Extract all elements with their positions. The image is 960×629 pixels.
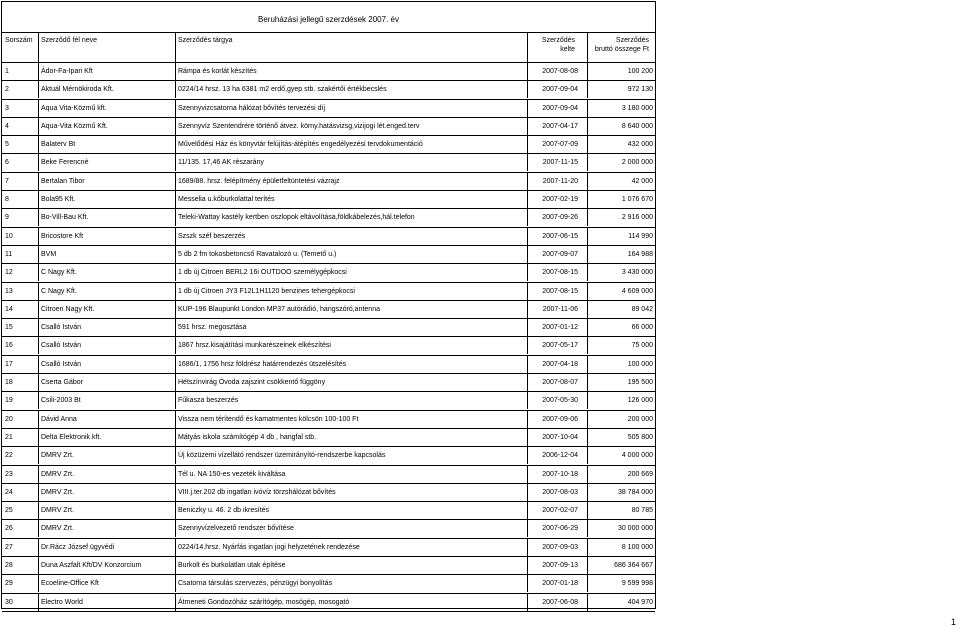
table-header [2, 32, 655, 63]
subject-cell: Új közüzemi vízellátó rendszer üzemirányító-rendszerbe kapcsolás [176, 447, 528, 464]
table-body [2, 63, 655, 612]
row-number-cell: 5 [2, 136, 39, 153]
subject-cell: Burkolt és burkolatlan utak építése [176, 557, 528, 574]
contract-date-cell: 2007-11-06 [528, 301, 588, 318]
subject-cell: 1 db új Citroen JY3 F12L1H1120 benzines tehergépkocsi [176, 283, 528, 300]
amount-cell: 505 800 [627, 433, 653, 441]
amount-cell: 80 785 [631, 507, 653, 515]
party-name-cell: Bola95 Kft. [39, 191, 176, 208]
party-name-cell: Beke Ferencné [39, 154, 176, 171]
party-name-cell: Citroen Nagy Kft. [39, 301, 176, 318]
row-number-cell: 26 [2, 520, 39, 537]
subject-cell: Csatorna társulás szervezés, pénzügyi bonyolítás [176, 575, 528, 592]
table-row [2, 118, 655, 136]
table-row [2, 447, 655, 465]
contract-date-cell: 2007-09-06 [528, 411, 588, 428]
party-name-cell: Csalló István [39, 356, 176, 373]
amount-cell: 2 916 000 [621, 214, 653, 222]
table-row [2, 209, 655, 227]
amount-cell: 3 180 000 [621, 104, 653, 112]
amount-cell: 972 130 [627, 86, 653, 94]
contract-date-cell: 2007-08-07 [528, 374, 588, 391]
table-row [2, 466, 655, 484]
contract-date-cell: 2007-02-07 [528, 502, 588, 519]
amount-cell: 66 000 [631, 324, 653, 332]
table-row [2, 356, 655, 374]
row-number-cell: 11 [2, 246, 39, 263]
row-number-cell: 1 [2, 63, 39, 80]
row-number-cell: 13 [2, 283, 39, 300]
header-party-name: Szerződő fél neve [39, 33, 176, 62]
party-name-cell: Bo-Vill-Bau Kft. [39, 209, 176, 226]
header-amount [588, 33, 655, 62]
row-number-cell: 30 [2, 594, 39, 611]
contract-date-cell: 2007-06-29 [528, 520, 588, 537]
subject-cell: KUP-196 Blaupunkt London MP37 autórádió, hangszóró,antenna [176, 301, 528, 318]
table-row [2, 539, 655, 557]
row-number-cell: 4 [2, 118, 39, 135]
party-name-cell: DMRV Zrt. [39, 484, 176, 501]
contract-date-cell: 2007-09-04 [528, 81, 588, 98]
row-number-cell: 14 [2, 301, 39, 318]
contract-date-cell: 2007-09-07 [528, 246, 588, 263]
table-row [2, 100, 655, 118]
row-number-cell: 9 [2, 209, 39, 226]
row-number-cell: 8 [2, 191, 39, 208]
contract-date-cell: 2007-05-30 [528, 392, 588, 409]
row-number-cell: 27 [2, 539, 39, 556]
party-name-cell: Csalló István [39, 319, 176, 336]
subject-cell: Művelődési Ház és könyvtár felújítás-átépítés engedélyezési tervdokumentáció [176, 136, 528, 153]
row-number-cell: 2 [2, 81, 39, 98]
row-number-cell: 22 [2, 447, 39, 464]
party-name-cell: C Nagy Kft. [39, 283, 176, 300]
party-name-cell: Bricostore Kft [39, 228, 176, 245]
subject-cell: Fűkasza beszerzés [176, 392, 528, 409]
subject-cell: 11/135. 17,46 AK részarány [176, 154, 528, 171]
subject-cell: Szennyvízelvezető rendszer bővítése [176, 520, 528, 537]
subject-cell: 1 db új Citroen BERL2 16i OUTDOO személygépkocsi [176, 264, 528, 281]
subject-cell: 1689/88. hrsz. felépítmény épületfeltüntetési vázrajz [176, 173, 528, 190]
subject-cell: Szennyvíz Szentendrére történő átvez. körny.hatásvizsg,vizijogi lét.enged.terv [176, 118, 528, 135]
party-name-cell: Aktuál Mérnökiroda Kft. [39, 81, 176, 98]
contract-date-cell: 2007-10-18 [528, 466, 588, 483]
row-number-cell: 24 [2, 484, 39, 501]
subject-cell: Szszk széf beszerzés [176, 228, 528, 245]
amount-cell: 100 000 [627, 360, 653, 368]
table-row [2, 283, 655, 301]
table-row [2, 374, 655, 392]
table-row [2, 520, 655, 538]
party-name-cell: DMRV Zrt. [39, 502, 176, 519]
subject-cell: 0224/14 hrsz. 13 ha 6381 m2 erdő,gyep stb. szakértői értékbecslés [176, 81, 528, 98]
contract-date-cell: 2007-05-17 [528, 337, 588, 354]
subject-cell: 0224/14.hrsz. Nyárfás ingatlan jogi helyzetének rendezése [176, 539, 528, 556]
subject-cell: Átmeneti Gondozóház szárítógép, mosógép, mosogató [176, 594, 528, 611]
row-number-cell: 6 [2, 154, 39, 171]
row-number-cell: 12 [2, 264, 39, 281]
row-number-cell: 20 [2, 411, 39, 428]
table-row [2, 392, 655, 410]
subject-cell: Vissza nem térítendő és kamatmentes kölcsön 100-100 Ft [176, 411, 528, 428]
party-name-cell: BVM [39, 246, 176, 263]
table-row [2, 594, 655, 612]
table-row [2, 484, 655, 502]
table-row [2, 246, 655, 264]
contract-date-cell: 2007-06-08 [528, 594, 588, 611]
amount-cell: 4 000 000 [621, 452, 653, 460]
party-name-cell: Cserta Gábor [39, 374, 176, 391]
row-number-cell: 17 [2, 356, 39, 373]
contract-date-cell: 2007-07-09 [528, 136, 588, 153]
table-row [2, 411, 655, 429]
party-name-cell: Balaterv Bt [39, 136, 176, 153]
amount-cell: 404 970 [627, 598, 653, 606]
amount-cell: 38 784 000 [617, 488, 653, 496]
party-name-cell: Dávid Anna [39, 411, 176, 428]
amount-cell: 1 076 670 [621, 196, 653, 204]
contract-date-cell: 2007-02-19 [528, 191, 588, 208]
table-row [2, 337, 655, 355]
table-row [2, 575, 655, 593]
header-date [528, 33, 588, 62]
party-name-cell: Electro World [39, 594, 176, 611]
contract-date-cell: 2007-08-03 [528, 484, 588, 501]
party-name-cell: Ádor-Fa-Ipari Kft [39, 63, 176, 80]
amount-cell: 432 000 [627, 141, 653, 149]
amount-cell: 100 200 [627, 68, 653, 75]
page-title: Beruházási jellegű szerzdések 2007. év [258, 15, 399, 24]
table-row [2, 264, 655, 282]
contract-date-cell: 2007-04-17 [528, 118, 588, 135]
subject-cell: VIII.j.ter.202 db ingatlan ivóvíz törzshálózat bővítés [176, 484, 528, 501]
subject-cell: Rámpa és korlát készítés [176, 63, 528, 80]
contract-date-cell: 2007-01-18 [528, 575, 588, 592]
table-row [2, 557, 655, 575]
party-name-cell: C Nagy Kft. [39, 264, 176, 281]
amount-cell: 114 990 [628, 232, 653, 240]
contract-date-cell: 2007-11-20 [528, 173, 588, 190]
header-sorszam: Sorszám [2, 33, 39, 62]
subject-cell: Beniczky u. 46. 2 db ikresítés [176, 502, 528, 519]
subject-cell: Szennyvizcsatorna hálózat bővítés tervezési díj [176, 100, 528, 117]
row-number-cell: 10 [2, 228, 39, 245]
contract-date-cell: 2007-09-26 [528, 209, 588, 226]
header-date-line2: kelte [560, 46, 575, 53]
party-name-cell: Duna Aszfalt Kft/DV Konzorcium [39, 557, 176, 574]
amount-cell: 686 364 667 [614, 562, 653, 570]
subject-cell: 1867 hrsz.kisajátítási munkarészeinek elkészítési [176, 337, 528, 354]
contract-date-cell: 2007-01-12 [528, 319, 588, 336]
row-number-cell: 15 [2, 319, 39, 336]
subject-cell: 5 db 2 fm tokosbetoncső Ravatalozó u. (Temető u.) [176, 246, 528, 263]
table-row [2, 429, 655, 447]
contract-date-cell: 2007-04-18 [528, 356, 588, 373]
amount-cell: 200 000 [627, 415, 653, 423]
subject-cell: 591 hrsz. megosztása [176, 319, 528, 336]
row-number-cell: 29 [2, 575, 39, 592]
row-number-cell: 25 [2, 502, 39, 519]
amount-cell: 8 640 000 [621, 122, 653, 130]
table-row [2, 154, 655, 172]
table-row [2, 173, 655, 191]
party-name-cell: Aqua-Vita Közmű Kft. [39, 118, 176, 135]
row-number-cell: 28 [2, 557, 39, 574]
header-subject: Szerződés tárgya [176, 33, 528, 62]
amount-cell: 200 669 [627, 470, 653, 478]
row-number-cell: 19 [2, 392, 39, 409]
party-name-cell: DMRV Zrt. [39, 466, 176, 483]
subject-cell: Tél u. NA 150-es vezeték kiváltása [176, 466, 528, 483]
amount-cell: 42 000 [631, 177, 653, 185]
contract-date-cell: 2006-12-04 [528, 447, 588, 464]
contract-date-cell: 2007-09-03 [528, 539, 588, 556]
party-name-cell: Bertalan Tibor [39, 173, 176, 190]
row-number-cell: 16 [2, 337, 39, 354]
subject-cell: Teleki-Wattay kastély kertben oszlopok eltávolítása,földkábelezés,hál.telefon [176, 209, 528, 226]
contract-date-cell: 2007-08-15 [528, 264, 588, 281]
row-number-cell: 18 [2, 374, 39, 391]
subject-cell: Mátyás iskola számítógép 4 db , hangfal stb. [176, 429, 528, 446]
amount-cell: 9 599 998 [621, 580, 653, 588]
amount-cell: 3 430 000 [621, 269, 653, 277]
row-number-cell: 3 [2, 100, 39, 117]
party-name-cell: DMRV Zrt. [39, 447, 176, 464]
amount-cell: 30 000 000 [617, 525, 653, 533]
party-name-cell: Dr.Rácz József ügyvédi [39, 539, 176, 556]
page-number: 1 [950, 617, 956, 627]
amount-cell: 75 000 [631, 342, 653, 350]
party-name-cell: Delta Elektronik kft. [39, 429, 176, 446]
header-amount-line1: Szerződés [615, 37, 649, 44]
contract-date-cell: 2007-09-04 [528, 100, 588, 117]
row-number-cell: 21 [2, 429, 39, 446]
table-row [2, 502, 655, 520]
amount-cell: 126 000 [627, 397, 653, 405]
contract-date-cell: 2007-08-08 [528, 63, 588, 80]
contract-date-cell: 2007-08-15 [528, 283, 588, 300]
amount-cell: 195 500 [627, 379, 653, 387]
subject-cell: Hétszínvirág Óvoda zajszint csökkentő függöny [176, 374, 528, 391]
contracts-table [1, 1, 656, 609]
row-number-cell: 23 [2, 466, 39, 483]
header-date-line1: Szerződés [541, 37, 575, 44]
table-row [2, 63, 655, 81]
contract-date-cell: 2007-09-13 [528, 557, 588, 574]
amount-cell: 2 000 000 [621, 159, 653, 167]
table-row [2, 301, 655, 319]
contract-date-cell: 2007-06-15 [528, 228, 588, 245]
table-row [2, 319, 655, 337]
party-name-cell: Aqua Vita-Közmű kft. [39, 100, 176, 117]
contract-date-cell: 2007-11-15 [528, 154, 588, 171]
contract-date-cell: 2007-10-04 [528, 429, 588, 446]
party-name-cell: DMRV Zrt. [39, 520, 176, 537]
header-amount-line2: bruttó összege Ft [594, 46, 649, 53]
subject-cell: Messelia u.kőburkolattal terítés [176, 191, 528, 208]
table-row [2, 81, 655, 99]
amount-cell: 164 988 [627, 250, 653, 258]
table-row [2, 191, 655, 209]
amount-cell: 4 609 000 [621, 287, 653, 295]
subject-cell: 1686/1, 1756 hrsz földrész határrendezés ütszelésítés [176, 356, 528, 373]
amount-cell: 8 100 000 [621, 543, 653, 551]
amount-cell: 89 042 [631, 305, 653, 313]
table-row [2, 136, 655, 154]
party-name-cell: Ecoeline-Office Kft [39, 575, 176, 592]
party-name-cell: Csalló István [39, 337, 176, 354]
table-row [2, 228, 655, 246]
row-number-cell: 7 [2, 173, 39, 190]
party-name-cell: Csili-2003 Bt [39, 392, 176, 409]
